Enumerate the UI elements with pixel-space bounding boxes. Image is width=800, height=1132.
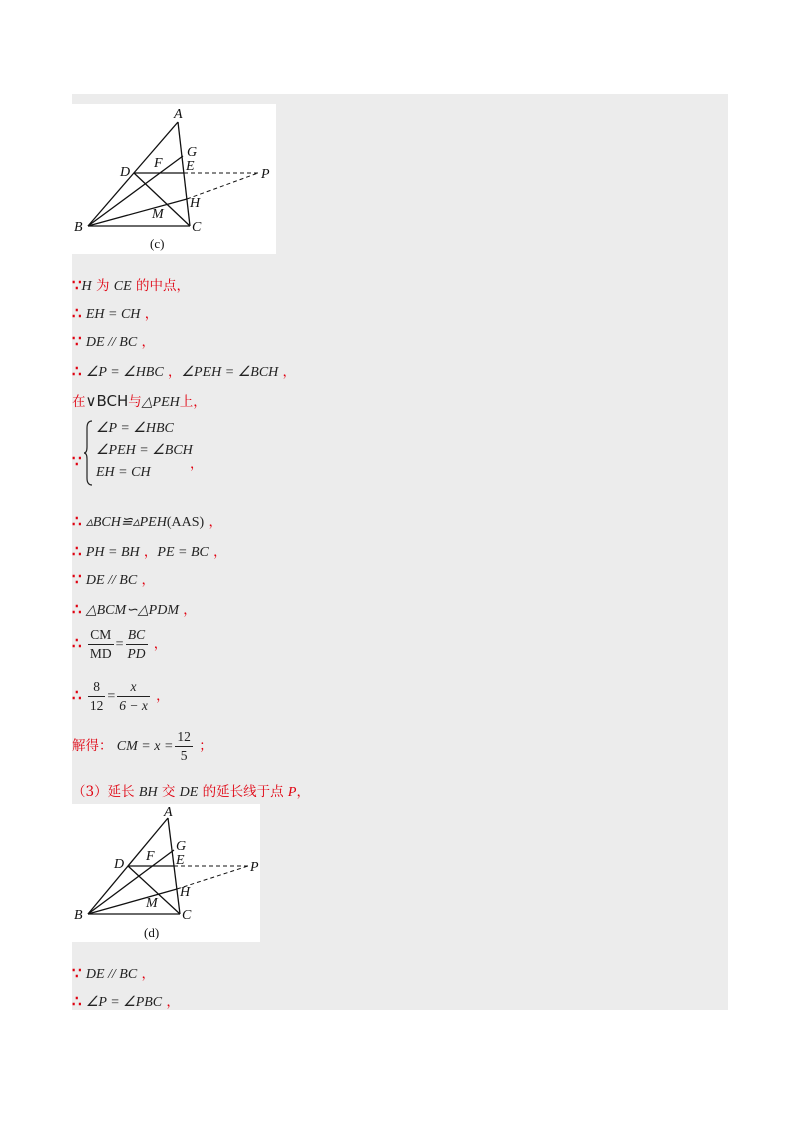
fraction-bc-pd: $\frac{BC}{PD}$ [127, 627, 146, 661]
label-b: B [74, 220, 83, 235]
label-m: M [152, 207, 164, 222]
line-15: ∵ DE // BC ， [72, 964, 155, 982]
label-f-d: F [146, 849, 155, 864]
system-row-1: ∠P = ∠HBC [96, 421, 174, 436]
label-h: H [190, 196, 201, 211]
label-b-d: B [74, 908, 83, 923]
label-p-d: P [250, 860, 259, 875]
label-g-d: G [176, 839, 187, 854]
label-m-d: M [146, 896, 158, 911]
equation-system [96, 418, 193, 484]
figure-c-caption: (c) [150, 236, 165, 251]
line-4: ∴ ∠P = ∠HBC ，∠PEH = ∠BCH ， [72, 362, 297, 380]
system-brace [84, 420, 94, 486]
figure-d-caption: (d) [144, 925, 160, 940]
line-13: 解得： CM = x = $\frac{12}{5}$ ； [72, 729, 213, 763]
label-f: F [154, 156, 163, 171]
line-6-symbol: ∵ [72, 452, 82, 470]
label-h-d: H [180, 885, 191, 900]
label-e: E [186, 159, 195, 174]
label-d: D [120, 165, 131, 180]
line-10: ∴ △BCM∽△PDM ， [72, 600, 197, 618]
line-2: ∴ EH = CH ， [72, 304, 159, 322]
line-12: ∴ $\frac{8}{12}$ = $\frac{x}{6 - x}$ ， [72, 679, 170, 713]
label-a: A [174, 107, 183, 122]
fraction-x-6minusx: $\frac{x}{6 - x}$ [119, 679, 148, 713]
figure-c [72, 104, 276, 254]
label-g: G [187, 145, 198, 160]
line-16: ∴ ∠P = ∠PBC ， [72, 992, 180, 1010]
system-row-3: EH = CH [96, 465, 151, 480]
line-11: ∴ $\frac{CM}{MD}$ = $\frac{BC}{PD}$ ， [72, 627, 168, 661]
fraction-8-12: $\frac{8}{12}$ [89, 679, 104, 713]
line-7: ∴ ▵BCH≌▵PEH(AAS) ， [72, 512, 222, 530]
line-9: ∵ DE // BC ， [72, 570, 155, 588]
line-1: ∵H 为 CE 的中点， [72, 276, 190, 294]
fraction-12-5: $\frac{12}{5}$ [177, 729, 191, 763]
triangle-diagram-d [72, 804, 260, 942]
line-3: ∵ DE // BC ， [72, 332, 155, 350]
line-8: ∴ PH = BH ，PE = BC ， [72, 542, 227, 560]
label-p: P [261, 167, 270, 182]
label-e-d: E [176, 853, 185, 868]
label-d-d: D [114, 857, 125, 872]
triangle-diagram-c [72, 104, 276, 254]
figure-d [72, 804, 260, 942]
label-c: C [192, 220, 202, 235]
line-14: （3）延长 BH 交 DE 的延长线于点 P， [72, 784, 310, 800]
label-c-d: C [182, 908, 192, 923]
label-a-d: A [164, 805, 173, 820]
line-5: 在∨BCH与△PEH上， [72, 392, 207, 410]
line-6-comma: ， [190, 456, 204, 472]
fraction-cm-md: $\frac{CM}{MD}$ [89, 627, 112, 661]
system-row-2: ∠PEH = ∠BCH [96, 443, 193, 458]
